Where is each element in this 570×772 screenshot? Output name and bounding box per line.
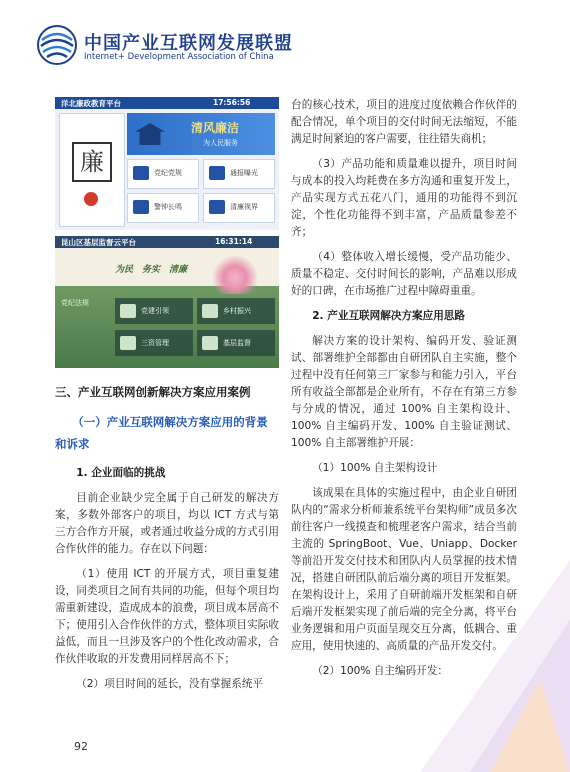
- decorative-triangles: [400, 560, 570, 772]
- platform-title-bar: [55, 236, 279, 248]
- org-name-cn: 中国产业互联网发展联盟: [84, 33, 293, 54]
- tile-warnings[interactable]: [127, 193, 199, 223]
- lotus-decoration: [205, 254, 265, 294]
- tile-label: 乡村振兴: [223, 307, 251, 315]
- tile-party-rules[interactable]: [127, 159, 199, 189]
- paragraph: （1）100% 自主架构设计: [312, 462, 438, 474]
- paragraph: （3）产品功能和质量难以提升，项目时间与成本的投入均耗费在多方沟通和重复开发上，产品实现方式五花八门，通用的功能得不到沉淀，个性化功能得不到丰富，产品质量参差不齐；: [291, 158, 517, 238]
- shield-icon: [202, 336, 218, 350]
- tile-label: 党建引领: [141, 307, 169, 315]
- tile-vision[interactable]: [203, 193, 275, 223]
- tile-label: 三资管理: [141, 339, 169, 347]
- platform-time: 17:56:56: [213, 98, 251, 107]
- seal-char: 廉: [72, 142, 112, 182]
- screenshot-integrity-platform: [55, 97, 279, 230]
- platform-time: 16:31:14: [215, 237, 253, 246]
- megaphone-icon: [209, 166, 225, 180]
- video-icon: [209, 200, 225, 214]
- paragraph: 该成果在具体的实施过程中，由企业自研团队内的“需求分析师兼系统平台架构师”成员多次前往客户一线摸查和梳理老客户需求，结合当前主流的 SpringBoot、Vue、Uniapp、Docker 等前沿开发交付技术和团队内人员掌握的技术情况，搭建自研团队前后端分离的项目开发框架。在架构设计上，采用了自研前端开发框架和自研后端开发框架实现了前后端的完全分离，将平台业务逻辑和用户页面呈现交互分离，低耦合、重应用，使用快速的、高质量的产品开发交付。: [291, 487, 517, 652]
- tile-notices[interactable]: [203, 159, 275, 189]
- tile-label: 基层监督: [223, 339, 251, 347]
- tile-rural[interactable]: [197, 298, 275, 324]
- paragraph: 台的核心技术，项目的进度过度依赖合作伙伴的配合情况，单个项目的交付时间无法缩短，不能满足时间紧迫的客户需要，往往错失商机；: [291, 99, 517, 145]
- page-header: [0, 0, 570, 80]
- paragraph: （1）使用 ICT 的开展方式，项目重复建设，同类项目之间有共同的功能，但每个项目均需重新建设，造成成本的浪费，项目成本居高不下；使用引入合作伙伴的方式，整体项目实际收益低，而且一旦涉及客户的个性化改动需求，合作伙伴收取的开发费用同样居高不下；: [55, 568, 279, 665]
- heading-challenges: 1. 企业面临的挑战: [76, 467, 166, 479]
- paragraph: （2）100% 自主编码开发：: [312, 665, 448, 677]
- left-column: [55, 383, 279, 693]
- banner-sub: 为人民服务: [203, 139, 238, 147]
- screenshot-supervision-platform: [55, 236, 279, 368]
- banner: [127, 113, 275, 155]
- section-title: 三、产业互联网创新解决方案应用案例: [55, 385, 251, 399]
- banner-title: 清风廉洁: [191, 121, 240, 135]
- flag-icon: [120, 304, 136, 318]
- book-icon: [133, 166, 149, 180]
- page-number: 92: [74, 740, 88, 753]
- heading-approach: 2. 产业互联网解决方案应用思路: [312, 310, 465, 322]
- tile-label: 清廉视界: [230, 203, 258, 211]
- tile-party-lead[interactable]: [115, 298, 193, 324]
- temple-icon: [135, 123, 165, 145]
- seal-panel: [59, 113, 125, 227]
- tile-label: 党纪党规: [154, 169, 182, 177]
- bell-icon: [133, 200, 149, 214]
- platform-title-bar: [55, 97, 279, 109]
- paragraph: 解决方案的设计架构、编码开发、验证测试、部署维护全部都由自研团队自主实施，整个过程中没有任何第三厂家参与和能力引入，平台所有收益全部都是企业所有，不存在有第三方参与分成的情况，通过 100% 自主架构设计、100% 自主编码开发、100% 自主验证测试、100% 自主部署维护开展：: [291, 335, 517, 449]
- alliance-logo-icon: [36, 24, 78, 66]
- tile-label: 警钟长鸣: [154, 203, 182, 211]
- tile-assets[interactable]: [115, 330, 193, 356]
- org-name-en: Internet+ Development Association of China: [84, 52, 274, 62]
- paragraph: （2）项目时间的延长，没有掌握系统平: [76, 678, 264, 690]
- emblem-icon: [84, 192, 98, 206]
- subsection-title: （一）产业互联网解决方案应用的背景和诉求: [55, 415, 268, 451]
- paragraph: （4）整体收入增长缓慢，受产品功能少、质量不稳定、交付时间长的影响，产品难以形成好的口碑，在市场推广过程中障碍重重。: [291, 251, 517, 297]
- paragraph: 目前企业缺少完全属于自己研发的解决方案，多数外部客户的项目，均以 ICT 方式与第三方合作方开展，或者通过收益分成的方式引用合作伙伴的能力。存在以下问题：: [55, 492, 279, 555]
- banner-text: 为民 务实 清廉: [115, 265, 188, 275]
- tile-supervision[interactable]: [197, 330, 275, 356]
- side-label[interactable]: 党纪法规: [61, 299, 89, 307]
- coin-icon: [120, 336, 136, 350]
- platform-title: 昆山区基层监督云平台: [61, 238, 136, 247]
- platform-title: 洋北廉政教育平台: [61, 99, 121, 108]
- field-icon: [202, 304, 218, 318]
- tile-label: 通报曝光: [230, 169, 258, 177]
